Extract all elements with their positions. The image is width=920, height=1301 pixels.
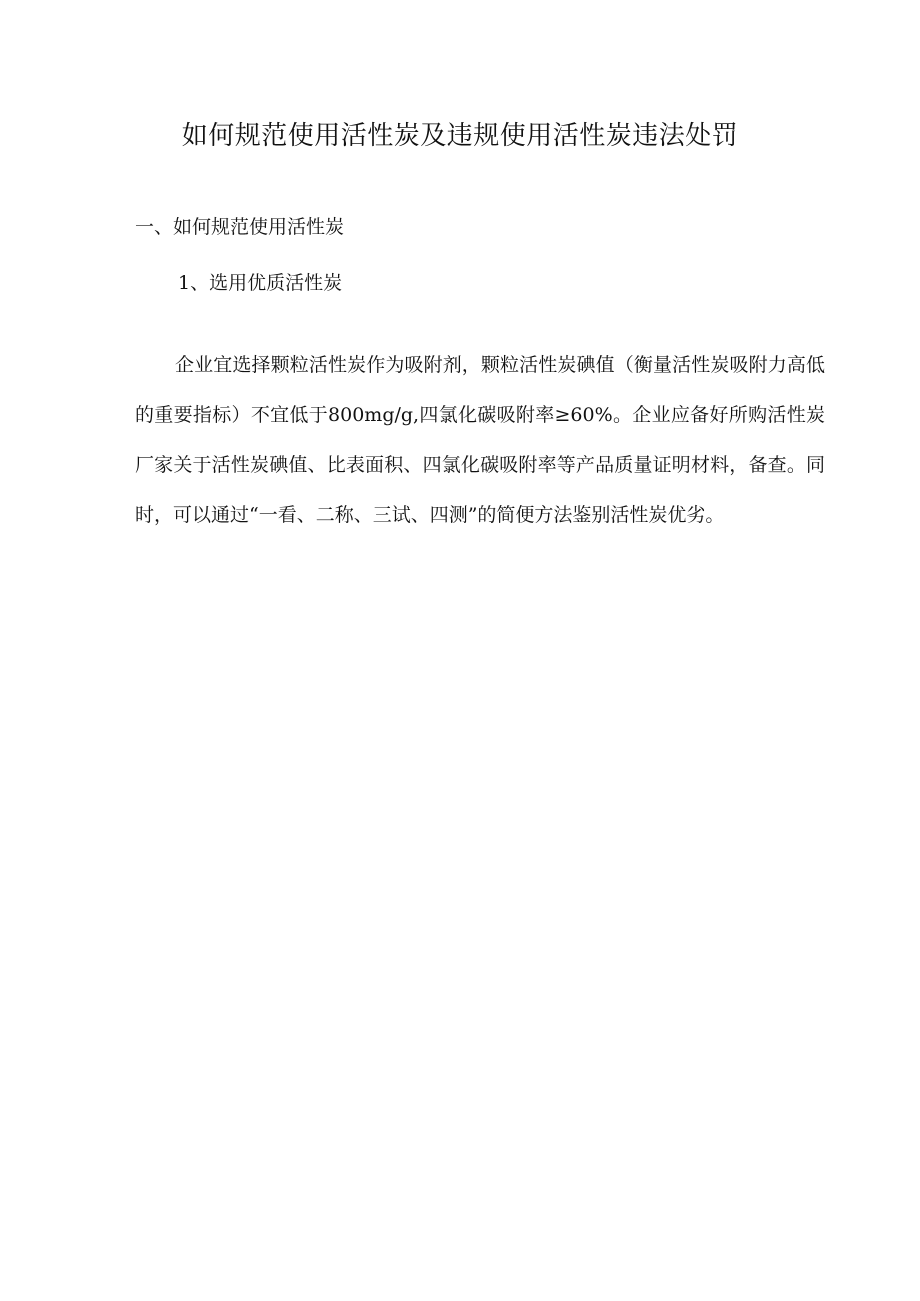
- sub-heading: 1、选用优质活性炭: [178, 272, 343, 294]
- body-paragraph: 企业宜选择颗粒活性炭作为吸附剂，颗粒活性炭碘值（衡量活性炭吸附力高低的重要指标）不宜低于800mg∕g,四氯化碳吸附率≥60%。企业应备好所购活性炭厂家关于活性炭碘值、比表面积、四氯化碳吸附率等产品质量证明材料，备查。同时，可以通过“一看、二称、三试、四测”的简便方法鉴别活性炭优劣。: [135, 354, 825, 526]
- section-heading: 一、如何规范使用活性炭: [135, 216, 345, 238]
- document-title: 如何规范使用活性炭及违规使用活性炭违法处罚: [181, 121, 739, 151]
